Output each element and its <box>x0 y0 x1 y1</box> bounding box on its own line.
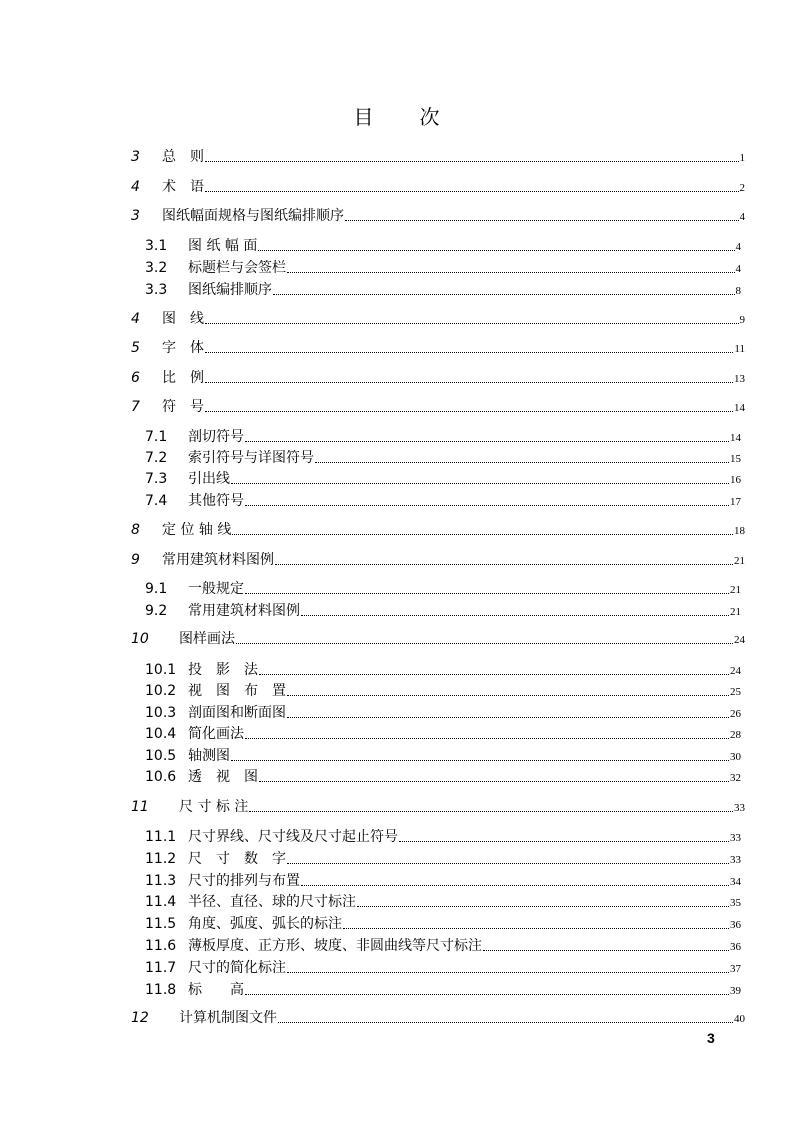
toc-entry-number: 7 <box>131 399 140 415</box>
dot-leader <box>205 160 739 162</box>
toc-entry-label: 符 号 <box>162 399 204 415</box>
toc-section-row[interactable] <box>145 936 741 954</box>
toc-entry-number: 11.1 <box>145 829 177 845</box>
dot-leader <box>287 716 729 718</box>
dot-leader <box>287 862 729 864</box>
page-title <box>0 101 793 130</box>
title-right: 次 <box>419 105 440 129</box>
toc-section-row[interactable] <box>145 427 741 445</box>
toc-entry-page: 4 <box>735 241 741 253</box>
toc-entry-label: 半径、直径、球的尺寸标注 <box>188 894 356 910</box>
toc-section-row[interactable] <box>145 681 741 699</box>
dot-leader <box>205 410 733 412</box>
toc-entry-label: 引出线 <box>188 471 230 487</box>
toc-entry-label: 图 纸 幅 面 <box>188 238 258 254</box>
toc-entry-page: 34 <box>730 876 741 888</box>
toc-entry-number: 11.4 <box>145 894 177 910</box>
toc-entry-number: 7.1 <box>145 429 168 445</box>
toc-entry-label: 尺 寸 数 字 <box>188 851 286 867</box>
toc-chapter-row[interactable] <box>131 550 745 568</box>
toc-entry-label: 总 则 <box>162 149 204 165</box>
toc-entry-page: 33 <box>734 802 745 814</box>
toc-chapter-row[interactable] <box>131 309 745 327</box>
toc-section-row[interactable] <box>145 703 741 721</box>
toc-entry-page: 40 <box>734 1013 745 1025</box>
toc-entry-number: 5 <box>131 340 140 356</box>
dot-leader <box>231 759 729 761</box>
dot-leader <box>245 592 729 594</box>
dot-leader <box>483 949 729 951</box>
toc-entry-number: 6 <box>131 370 140 386</box>
dot-leader <box>273 293 735 295</box>
toc-chapter-row[interactable] <box>131 206 745 224</box>
toc-entry-label: 常用建筑材料图例 <box>188 603 300 619</box>
toc-entry-page: 16 <box>730 474 741 486</box>
toc-section-row[interactable] <box>145 767 741 785</box>
toc-chapter-row[interactable] <box>131 520 745 538</box>
toc-entry-label: 投 影 法 <box>188 662 258 678</box>
toc-entry-page: 32 <box>730 772 741 784</box>
dot-leader <box>245 440 729 442</box>
toc-entry-page: 36 <box>730 919 741 931</box>
dot-leader <box>287 694 729 696</box>
toc-entry-label: 计算机制图文件 <box>179 1010 277 1026</box>
toc-entry-number: 10.1 <box>145 662 177 678</box>
toc-chapter-row[interactable] <box>131 368 745 386</box>
toc-entry-page: 17 <box>730 496 741 508</box>
toc-entry-page: 33 <box>730 854 741 866</box>
toc-entry-page: 37 <box>730 963 741 975</box>
toc-section-row[interactable] <box>145 892 741 910</box>
dot-leader <box>357 905 729 907</box>
toc-entry-label: 尺寸的简化标注 <box>188 960 286 976</box>
toc-chapter-row[interactable] <box>131 177 745 195</box>
toc-chapter-row[interactable] <box>131 797 745 815</box>
toc-chapter-row[interactable] <box>131 147 745 165</box>
toc-entry-page: 14 <box>734 402 745 414</box>
toc-section-row[interactable] <box>145 579 741 597</box>
dot-leader <box>205 322 739 324</box>
toc-entry-number: 10.2 <box>145 683 177 699</box>
dot-leader <box>287 271 735 273</box>
toc-entry-page: 18 <box>734 525 745 537</box>
toc-entry-number: 3 <box>131 149 140 165</box>
toc-entry-page: 4 <box>739 211 745 223</box>
dot-leader <box>259 780 729 782</box>
toc-entry-number: 10 <box>131 631 149 647</box>
toc-entry-label: 字 体 <box>162 340 204 356</box>
toc-entry-number: 4 <box>131 311 140 327</box>
toc-chapter-row[interactable] <box>131 397 745 415</box>
toc-entry-number: 8 <box>131 522 140 538</box>
toc-entry-number: 11.8 <box>145 982 177 998</box>
toc-section-row[interactable] <box>145 491 741 509</box>
toc-entry-number: 7.4 <box>145 493 168 509</box>
toc-entry-label: 索引符号与详图符号 <box>188 450 314 466</box>
dot-leader <box>343 927 729 929</box>
toc-entry-page: 30 <box>730 751 741 763</box>
dot-leader <box>301 614 729 616</box>
toc-entry-page: 36 <box>730 941 741 953</box>
dot-leader <box>236 642 733 644</box>
dot-leader <box>345 219 739 221</box>
toc-entry-page: 15 <box>730 453 741 465</box>
toc-section-row[interactable] <box>145 914 741 932</box>
toc-entry-number: 10.3 <box>145 705 177 721</box>
toc-section-row[interactable] <box>145 258 741 276</box>
toc-entry-label: 尺寸界线、尺寸线及尺寸起止符号 <box>188 829 398 845</box>
toc-entry-page: 1 <box>739 152 745 164</box>
toc-entry-label: 标 高 <box>188 982 244 998</box>
toc-entry-label: 角度、弧度、弧长的标注 <box>188 916 342 932</box>
toc-entry-page: 14 <box>730 432 741 444</box>
dot-leader <box>245 504 729 506</box>
toc-entry-label: 尺寸的排列与布置 <box>188 873 300 889</box>
dot-leader <box>249 810 733 812</box>
toc-entry-number: 3.2 <box>145 260 168 276</box>
toc-section-row[interactable] <box>145 660 741 678</box>
toc-entry-number: 11.2 <box>145 851 177 867</box>
toc-entry-label: 比 例 <box>162 370 204 386</box>
toc-entry-page: 26 <box>730 708 741 720</box>
toc-entry-number: 10.6 <box>145 769 177 785</box>
toc-entry-number: 3.3 <box>145 282 168 298</box>
toc-entry-label: 简化画法 <box>188 726 244 742</box>
toc-entry-page: 28 <box>730 729 741 741</box>
toc-entry-label: 图纸编排顺序 <box>188 282 272 298</box>
toc-entry-label: 透 视 图 <box>188 769 258 785</box>
toc-entry-label: 一般规定 <box>188 581 244 597</box>
toc-entry-number: 10.4 <box>145 726 177 742</box>
toc-entry-label: 尺 寸 标 注 <box>179 799 249 815</box>
toc-entry-number: 7.3 <box>145 471 168 487</box>
toc-entry-page: 33 <box>730 832 741 844</box>
toc-entry-page: 11 <box>734 343 745 355</box>
toc-entry-page: 4 <box>735 263 741 275</box>
toc-entry-number: 3.1 <box>145 238 168 254</box>
toc-section-row[interactable] <box>145 724 741 742</box>
toc-entry-label: 视 图 布 置 <box>188 683 286 699</box>
dot-leader <box>259 673 729 675</box>
toc-section-row[interactable] <box>145 236 741 254</box>
toc-entry-number: 11 <box>131 799 149 815</box>
dot-leader <box>287 971 729 973</box>
toc-entry-label: 其他符号 <box>188 493 244 509</box>
title-left: 目 <box>353 105 374 129</box>
toc-section-row[interactable] <box>145 448 741 466</box>
toc-entry-page: 35 <box>730 897 741 909</box>
toc-entry-page: 25 <box>730 686 741 698</box>
toc-entry-number: 9 <box>131 552 140 568</box>
toc-entry-label: 图样画法 <box>179 631 235 647</box>
toc-entry-page: 2 <box>739 182 745 194</box>
toc-section-row[interactable] <box>145 827 741 845</box>
dot-leader <box>231 482 729 484</box>
toc-entry-label: 术 语 <box>162 179 204 195</box>
toc-entry-page: 21 <box>730 606 741 618</box>
dot-leader <box>315 461 729 463</box>
toc-entry-page: 21 <box>730 584 741 596</box>
dot-leader <box>258 249 734 251</box>
dot-leader <box>301 884 729 886</box>
toc-entry-number: 4 <box>131 179 140 195</box>
toc-entry-number: 9.1 <box>145 581 168 597</box>
toc-chapter-row[interactable] <box>131 1008 745 1026</box>
toc-section-row[interactable] <box>145 746 741 764</box>
dot-leader <box>275 563 733 565</box>
toc-section-row[interactable] <box>145 849 741 867</box>
toc-section-row[interactable] <box>145 958 741 976</box>
toc-entry-label: 图 线 <box>162 311 204 327</box>
toc-entry-number: 3 <box>131 208 140 224</box>
page-number: 3 <box>707 1030 715 1046</box>
toc-chapter-row[interactable] <box>131 338 745 356</box>
toc-entry-label: 薄板厚度、正方形、坡度、非圆曲线等尺寸标注 <box>188 938 482 954</box>
dot-leader <box>245 993 729 995</box>
toc-entry-label: 标题栏与会签栏 <box>188 260 286 276</box>
toc-entry-number: 11.5 <box>145 916 177 932</box>
toc-entry-number: 11.6 <box>145 938 177 954</box>
toc-section-row[interactable] <box>145 601 741 619</box>
toc-entry-page: 39 <box>730 985 741 997</box>
toc-entry-number: 7.2 <box>145 450 168 466</box>
dot-leader <box>245 737 729 739</box>
dot-leader <box>205 190 739 192</box>
toc-entry-page: 8 <box>735 285 741 297</box>
toc-entry-page: 21 <box>734 555 745 567</box>
toc-entry-label: 常用建筑材料图例 <box>162 552 274 568</box>
dot-leader <box>399 840 729 842</box>
toc-entry-label: 轴测图 <box>188 748 230 764</box>
toc-section-row[interactable] <box>145 469 741 487</box>
toc-entry-number: 10.5 <box>145 748 177 764</box>
toc-entry-number: 9.2 <box>145 603 168 619</box>
toc-chapter-row[interactable] <box>131 629 745 647</box>
toc-entry-label: 剖面图和断面图 <box>188 705 286 721</box>
dot-leader <box>278 1021 733 1023</box>
toc-section-row[interactable] <box>145 280 741 298</box>
toc-section-row[interactable] <box>145 980 741 998</box>
dot-leader <box>205 381 733 383</box>
toc-entry-number: 11.7 <box>145 960 177 976</box>
toc-entry-label: 图纸幅面规格与图纸编排顺序 <box>162 208 344 224</box>
toc-entry-page: 9 <box>739 314 745 326</box>
toc-entry-number: 11.3 <box>145 873 177 889</box>
dot-leader <box>232 533 733 535</box>
toc-section-row[interactable] <box>145 871 741 889</box>
toc-entry-page: 24 <box>734 634 745 646</box>
toc-entry-number: 12 <box>131 1010 149 1026</box>
toc-entry-label: 剖切符号 <box>188 429 244 445</box>
toc-entry-page: 13 <box>734 373 745 385</box>
toc-entry-page: 24 <box>730 665 741 677</box>
toc-entry-label: 定 位 轴 线 <box>162 522 232 538</box>
dot-leader <box>205 351 733 353</box>
